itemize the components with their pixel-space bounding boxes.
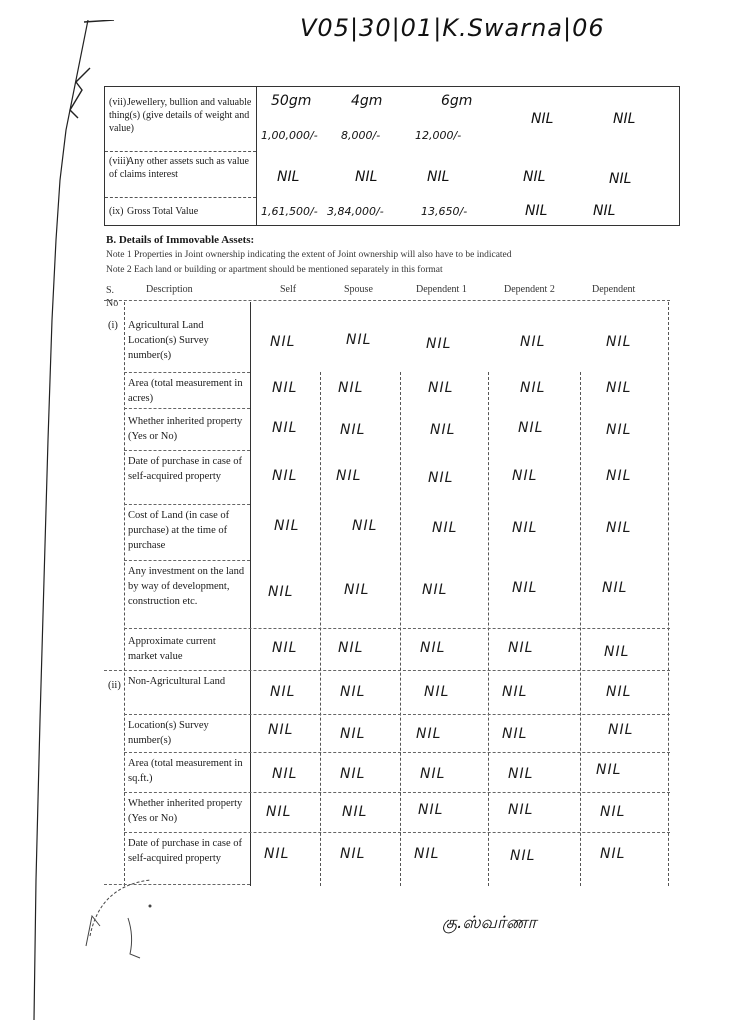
nil-cell: NIL xyxy=(512,468,538,484)
nil-cell: NIL xyxy=(340,846,366,862)
dep3-other-assets: NIL xyxy=(609,171,632,187)
nil-cell: NIL xyxy=(520,380,546,396)
dep2-jewellery: NIL xyxy=(531,111,554,127)
desc-non-agricultural: Non-Agricultural Land xyxy=(128,676,226,687)
nil-cell: NIL xyxy=(606,380,632,396)
nil-cell: NIL xyxy=(422,582,448,598)
header-dependent-1: Dependent 1 xyxy=(416,284,467,295)
nil-cell: NIL xyxy=(352,518,378,534)
section-b-title: B. Details of Immovable Assets: xyxy=(106,234,255,246)
header-sno: S. No xyxy=(106,285,119,309)
self-other-assets: NIL xyxy=(277,169,300,185)
nil-cell: NIL xyxy=(342,804,368,820)
row-label-gross-total: (ix) Gross Total Value xyxy=(109,206,199,217)
nil-cell: NIL xyxy=(606,468,632,484)
desc-area-sqft: Area (total measurement in sq.ft.) xyxy=(128,758,243,784)
nil-cell: NIL xyxy=(268,722,294,738)
nil-cell: NIL xyxy=(510,848,536,864)
nil-cell: NIL xyxy=(606,520,632,536)
desc-market-value: Approximate current market value xyxy=(128,636,216,662)
nil-cell: NIL xyxy=(600,846,626,862)
row-label-jewellery: (vii)Jewellery, bullion and valuable thing(s) (give details of weight and value) xyxy=(109,97,252,134)
dep3-jewellery: NIL xyxy=(613,111,636,127)
header-self: Self xyxy=(280,284,297,295)
nil-cell: NIL xyxy=(340,766,366,782)
note-1: Note 1 Properties in Joint ownership indicating the extent of Joint ownership will also have to be indicated xyxy=(106,250,512,260)
nil-cell: NIL xyxy=(416,726,442,742)
nil-cell: NIL xyxy=(270,334,296,350)
desc-agricultural-location: Agricultural Land Location(s) Survey number(s) xyxy=(128,320,209,361)
desc-date-purchase-2: Date of purchase in case of self-acquired property xyxy=(128,838,242,864)
nil-cell: NIL xyxy=(508,640,534,656)
handwritten-reference: V05|30|01|K.Swarna|06 xyxy=(300,14,605,42)
nil-cell: NIL xyxy=(508,766,534,782)
nil-cell: NIL xyxy=(428,470,454,486)
seal-stamp-impression xyxy=(70,866,190,976)
group-label-i: (i) xyxy=(108,320,118,331)
nil-cell: NIL xyxy=(266,804,292,820)
nil-cell: NIL xyxy=(518,420,544,436)
nil-cell: NIL xyxy=(502,726,528,742)
nil-cell: NIL xyxy=(424,684,450,700)
nil-cell: NIL xyxy=(340,422,366,438)
signature: கு.ஸ்வர்ணா xyxy=(442,913,537,933)
nil-cell: NIL xyxy=(344,582,370,598)
desc-inherited-2: Whether inherited property (Yes or No) xyxy=(128,798,243,824)
nil-cell: NIL xyxy=(512,520,538,536)
dep1-jewellery-weight: 6gm xyxy=(441,93,473,109)
nil-cell: NIL xyxy=(338,380,364,396)
desc-area-acres: Area (total measurement in acres) xyxy=(128,378,243,404)
nil-cell: NIL xyxy=(428,380,454,396)
nil-cell: NIL xyxy=(272,468,298,484)
nil-cell: NIL xyxy=(272,640,298,656)
nil-cell: NIL xyxy=(340,726,366,742)
nil-cell: NIL xyxy=(272,420,298,436)
self-gross-total: 1,61,500/- xyxy=(261,205,318,218)
group-label-ii: (ii) xyxy=(108,680,121,691)
nil-cell: NIL xyxy=(414,846,440,862)
nil-cell: NIL xyxy=(420,640,446,656)
nil-cell: NIL xyxy=(336,468,362,484)
nil-cell: NIL xyxy=(272,380,298,396)
header-description: Description xyxy=(146,284,193,295)
dep3-gross-total: NIL xyxy=(593,203,616,219)
desc-cost-land: Cost of Land (in case of purchase) at the time of purchase xyxy=(128,510,230,551)
movable-assets-table-continuation xyxy=(104,86,680,226)
nil-cell: NIL xyxy=(512,580,538,596)
nil-cell: NIL xyxy=(508,802,534,818)
spouse-other-assets: NIL xyxy=(355,169,378,185)
spouse-jewellery-value: 8,000/- xyxy=(341,129,381,142)
nil-cell: NIL xyxy=(338,640,364,656)
header-dependent-2: Dependent 2 xyxy=(504,284,555,295)
nil-cell: NIL xyxy=(604,644,630,660)
dep2-gross-total: NIL xyxy=(525,203,548,219)
desc-investment: Any investment on the land by way of development, construction etc. xyxy=(128,566,245,607)
nil-cell: NIL xyxy=(264,846,290,862)
nil-cell: NIL xyxy=(602,580,628,596)
nil-cell: NIL xyxy=(608,722,634,738)
nil-cell: NIL xyxy=(346,332,372,348)
dep1-jewellery-value: 12,000/- xyxy=(415,129,462,142)
row-label-other-assets: (viii)Any other assets such as value of claims interest xyxy=(109,156,249,180)
nil-cell: NIL xyxy=(432,520,458,536)
header-dependent-3: Dependent xyxy=(592,284,636,295)
nil-cell: NIL xyxy=(426,336,452,352)
desc-inherited: Whether inherited property (Yes or No) xyxy=(128,416,243,442)
dep1-gross-total: 13,650/- xyxy=(421,205,468,218)
nil-cell: NIL xyxy=(606,334,632,350)
nil-cell: NIL xyxy=(520,334,546,350)
nil-cell: NIL xyxy=(270,684,296,700)
dep1-other-assets: NIL xyxy=(427,169,450,185)
nil-cell: NIL xyxy=(268,584,294,600)
note-2: Note 2 Each land or building or apartment should be mentioned separately in this format xyxy=(106,265,443,275)
spouse-jewellery-weight: 4gm xyxy=(351,93,383,109)
self-jewellery-weight: 50gm xyxy=(271,93,312,109)
nil-cell: NIL xyxy=(600,804,626,820)
nil-cell: NIL xyxy=(420,766,446,782)
nil-cell: NIL xyxy=(340,684,366,700)
nil-cell: NIL xyxy=(606,422,632,438)
spouse-gross-total: 3,84,000/- xyxy=(327,205,384,218)
self-jewellery-value: 1,00,000/- xyxy=(261,129,318,142)
nil-cell: NIL xyxy=(606,684,632,700)
nil-cell: NIL xyxy=(418,802,444,818)
nil-cell: NIL xyxy=(272,766,298,782)
nil-cell: NIL xyxy=(502,684,528,700)
nil-cell: NIL xyxy=(274,518,300,534)
desc-location-survey: Location(s) Survey number(s) xyxy=(128,720,209,746)
header-spouse: Spouse xyxy=(344,284,373,295)
nil-cell: NIL xyxy=(596,762,622,778)
dep2-other-assets: NIL xyxy=(523,169,546,185)
desc-date-purchase: Date of purchase in case of self-acquired property xyxy=(128,456,242,482)
nil-cell: NIL xyxy=(430,422,456,438)
